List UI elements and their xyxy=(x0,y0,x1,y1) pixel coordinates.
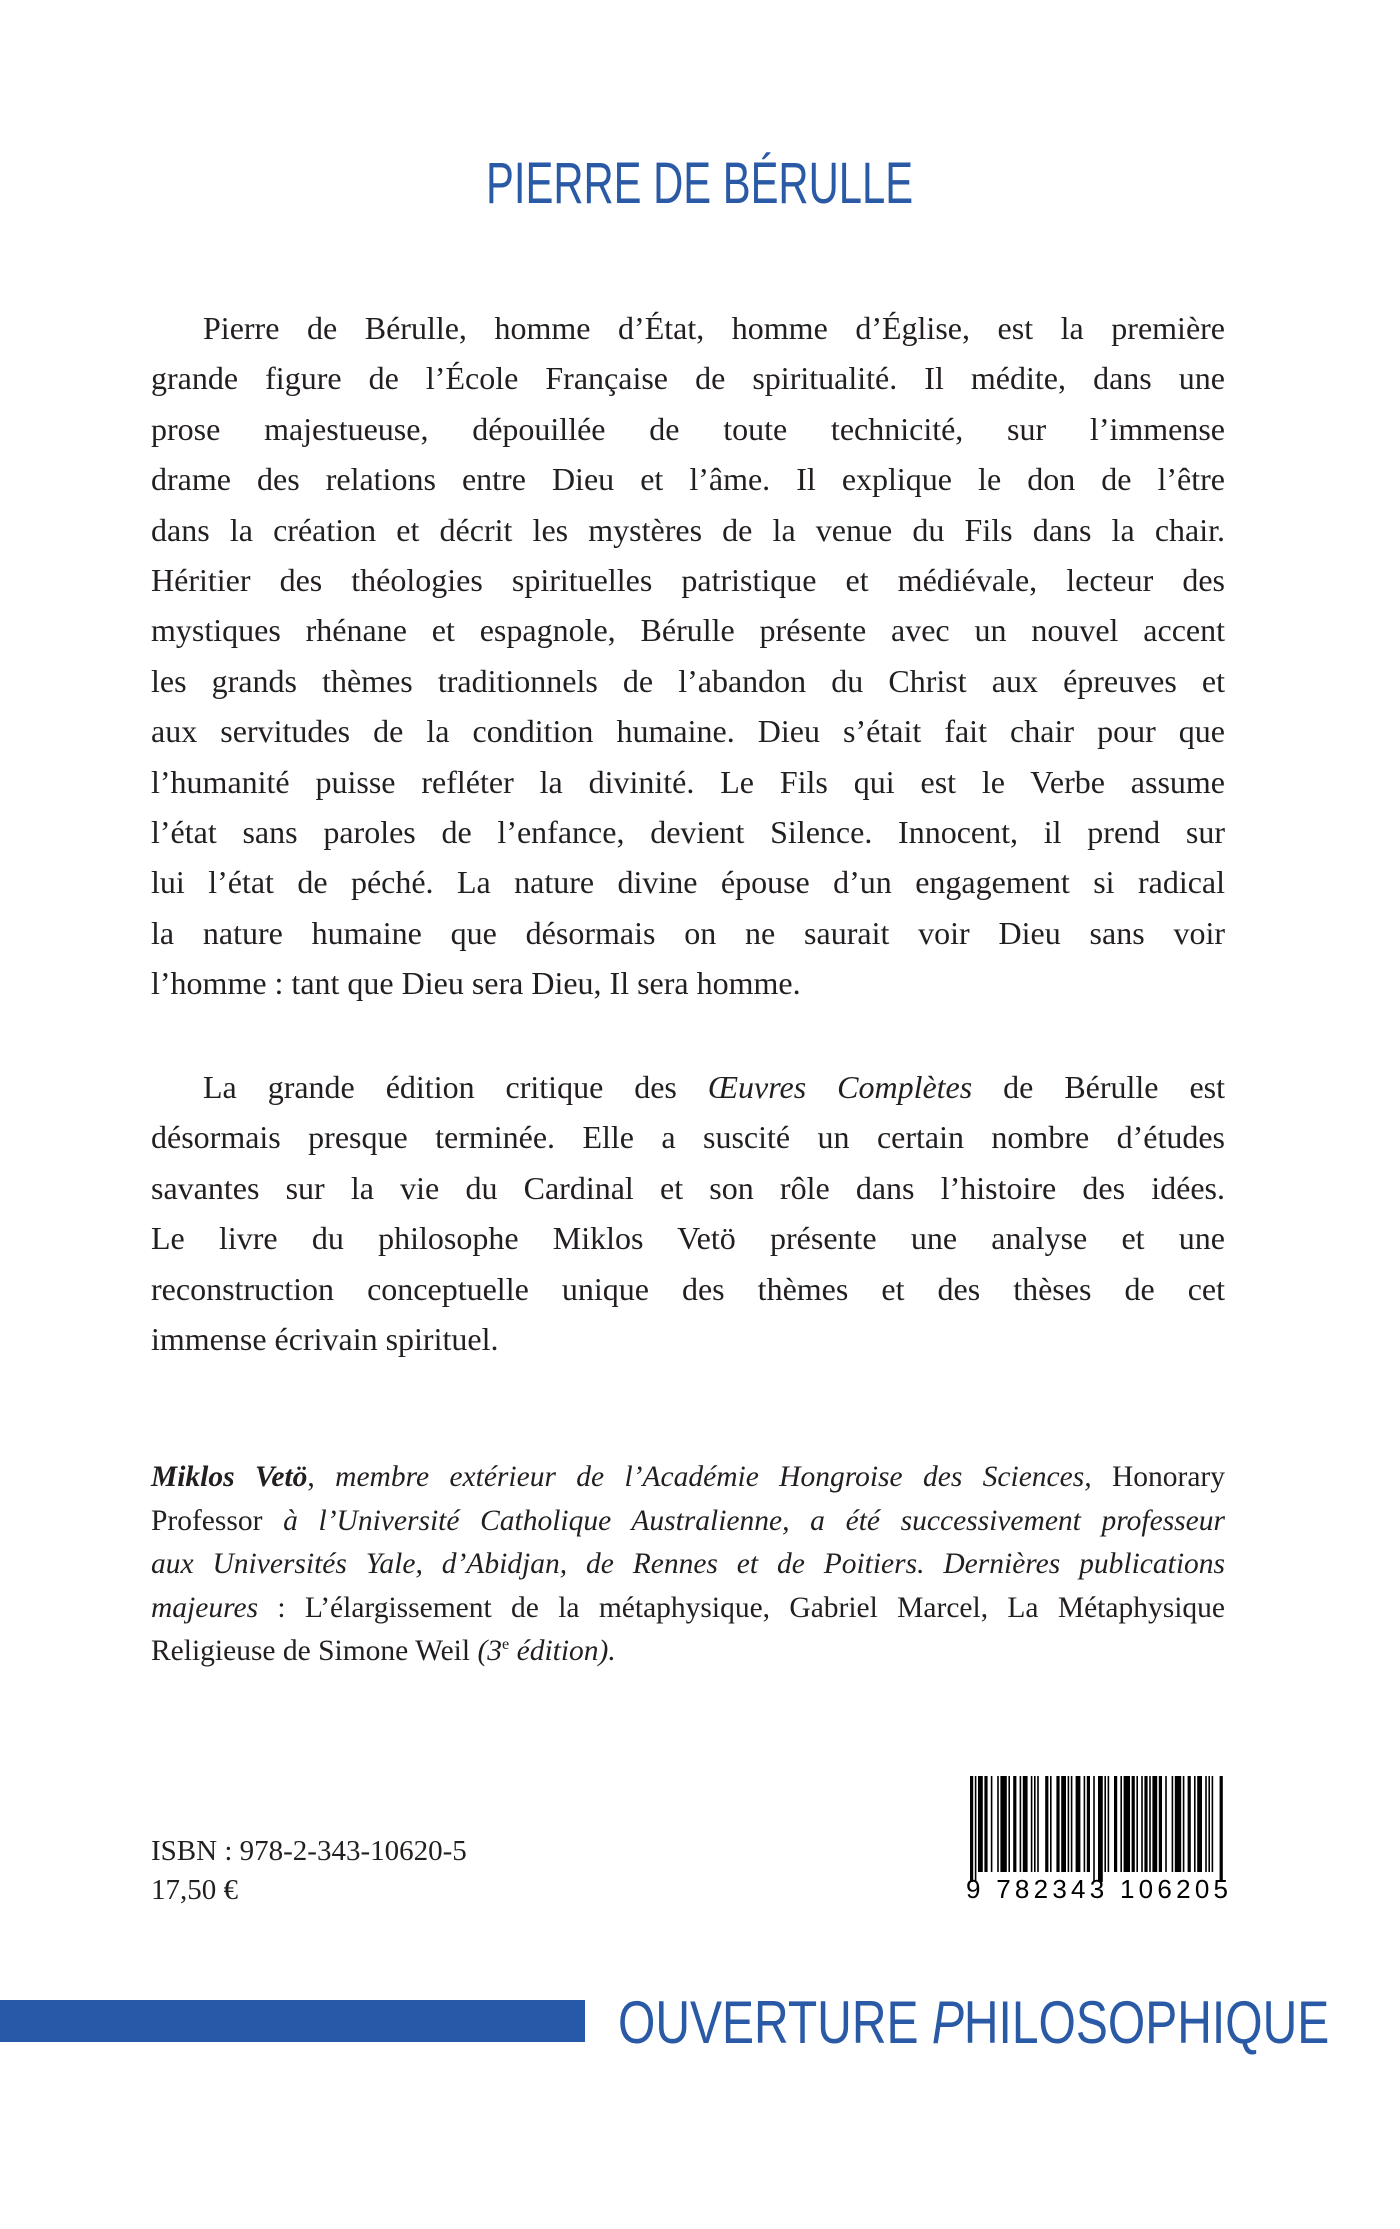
barcode-bar xyxy=(1208,1776,1210,1872)
text-segment: majeures xyxy=(151,1591,259,1624)
barcode-bar xyxy=(1037,1776,1039,1872)
barcode-bar xyxy=(1076,1776,1081,1872)
barcode-bar xyxy=(1008,1776,1010,1872)
barcode-digits: 9 782343 106205 xyxy=(966,1874,1228,1902)
barcode-bar xyxy=(1098,1776,1103,1882)
text-segment: , xyxy=(307,1461,336,1493)
text-line xyxy=(151,1062,1225,1112)
text-line: la nature humaine que désormais on ne saurait voir Dieu sans voir xyxy=(151,914,1225,951)
series-name: OUVERTURE PHILOSOPHIQUE xyxy=(618,1989,1330,2056)
text-segment: Le livre du philosophe Miklos Vetö présente une analyse et une xyxy=(151,1220,1225,1257)
text-segment: Professor xyxy=(151,1504,284,1537)
barcode-bar xyxy=(1165,1776,1167,1872)
barcode-bar xyxy=(1050,1776,1052,1872)
text-segment: édition). xyxy=(509,1635,616,1668)
barcode-bar xyxy=(1108,1776,1110,1872)
text-segment: aux Universités Yale, d’Abidjan, de Rennes et de Poitiers. Dernières publications xyxy=(151,1548,1225,1581)
text-line: drame des relations entre Dieu et l’âme. Il explique le don de l’être xyxy=(151,461,1225,498)
text-line: Héritier des théologies spirituelles patristique et médiévale, lecteur des xyxy=(151,562,1225,599)
text-line: aux servitudes de la condition humaine. Dieu s’était fait chair pour que xyxy=(151,713,1225,750)
text-segment: : L’élargissement de la métaphysique, Gabriel Marcel, La Métaphysique xyxy=(258,1591,1225,1624)
barcode-bar xyxy=(1152,1776,1157,1872)
price: 17,50 € xyxy=(151,1874,238,1906)
barcode-bar xyxy=(978,1776,983,1872)
text-line: l’humanité puisse refléter la divinité. Le Fils qui est le Verbe assume xyxy=(151,763,1225,800)
barcode-bar xyxy=(997,1776,999,1872)
text-line: l’homme : tant que Dieu sera Dieu, Il sera homme. xyxy=(151,965,801,1002)
barcode-bar xyxy=(1149,1776,1151,1872)
book-title: PIERRE DE BÉRULLE xyxy=(486,151,914,216)
text-line: grande figure de l’École Française de spiritualité. Il médite, dans une xyxy=(151,360,1225,397)
text-segment: désormais presque terminée. Elle a suscité un certain nombre d’études xyxy=(151,1119,1225,1156)
text-line xyxy=(151,1314,1225,1364)
text-segment: de Bérulle est xyxy=(972,1069,1226,1105)
barcode-bar xyxy=(1093,1776,1095,1882)
text-line xyxy=(151,1264,1225,1314)
barcode-bar xyxy=(1020,1776,1022,1872)
barcode-bar xyxy=(1220,1776,1223,1882)
text-segment: immense écrivain spirituel. xyxy=(151,1321,499,1358)
text-segment: Miklos Vetö xyxy=(151,1461,308,1493)
text-line: mystiques rhénane et espagnole, Bérulle présente avec un nouvel accent xyxy=(151,612,1225,649)
text-line xyxy=(151,1112,1225,1162)
barcode-bar xyxy=(1159,1776,1162,1872)
barcode xyxy=(962,1772,1232,1902)
barcode-bar xyxy=(1205,1776,1207,1872)
text-segment: Œuvres Complètes xyxy=(707,1069,973,1105)
text-segment: La grande édition critique des xyxy=(203,1069,708,1105)
barcode-bar xyxy=(1034,1776,1036,1872)
barcode-bar xyxy=(1056,1776,1059,1872)
barcode-bar xyxy=(1045,1776,1048,1872)
barcode-bar xyxy=(1172,1776,1174,1872)
barcode-bar xyxy=(1114,1776,1117,1872)
description-paragraph-1 xyxy=(151,303,1225,1009)
barcode-bar xyxy=(1144,1776,1147,1872)
barcode-bar xyxy=(991,1776,993,1872)
barcode-bar xyxy=(1197,1776,1202,1872)
barcode-bar xyxy=(1188,1776,1191,1872)
text-line xyxy=(151,1587,1225,1631)
barcode-bar xyxy=(1132,1776,1135,1872)
text-segment: e xyxy=(502,1635,510,1654)
barcode-bar xyxy=(975,1776,977,1882)
barcode-bar xyxy=(1136,1776,1138,1872)
barcode-bar xyxy=(1000,1776,1006,1872)
barcode-bar xyxy=(1141,1776,1143,1872)
barcode-bar xyxy=(970,1776,973,1882)
text-segment: savantes sur la vie du Cardinal et son rôle dans l’histoire des idées. xyxy=(151,1169,1225,1206)
barcode-bar xyxy=(1120,1776,1122,1872)
text-line xyxy=(151,1213,1225,1263)
barcode-bar xyxy=(1212,1776,1214,1872)
text-segment: Honorary xyxy=(1091,1461,1225,1493)
text-line: dans la création et décrit les mystères de la venue du Fils dans la chair. xyxy=(151,511,1225,548)
barcode-bar xyxy=(1068,1776,1070,1872)
barcode-bar xyxy=(1194,1776,1196,1872)
text-line xyxy=(151,1500,1225,1544)
text-line xyxy=(151,1456,1225,1500)
text-line: Pierre de Bérulle, homme d’État, homme d’Église, est la première xyxy=(203,310,1225,346)
isbn: ISBN : 978-2-343-10620-5 xyxy=(151,1835,467,1867)
text-line xyxy=(151,1543,1225,1587)
barcode-bar xyxy=(1087,1776,1090,1872)
barcode-bar xyxy=(1023,1776,1028,1872)
text-line: les grands thèmes traditionnels de l’abandon du Christ aux épreuves et xyxy=(151,662,1225,699)
barcode-bar xyxy=(1071,1776,1073,1872)
text-line xyxy=(151,1630,1225,1674)
text-segment: (3 xyxy=(477,1635,503,1668)
barcode-bar xyxy=(1104,1776,1106,1872)
barcode-bar xyxy=(1013,1776,1016,1872)
text-segment: membre extérieur de l’Académie Hongroise des Sciences, xyxy=(335,1461,1092,1493)
text-segment: Religieuse de Simone Weil xyxy=(151,1635,478,1668)
barcode-bar xyxy=(984,1776,987,1872)
barcode-bar xyxy=(1084,1776,1086,1872)
text-line: prose majestueuse, dépouillée de toute technicité, sur l’immense xyxy=(151,410,1225,447)
description-paragraph-2 xyxy=(151,1062,1225,1364)
text-line: lui l’état de péché. La nature divine épouse d’un engagement si radical xyxy=(151,864,1225,901)
barcode-bar xyxy=(1124,1776,1130,1872)
text-line xyxy=(151,1163,1225,1213)
barcode-bar xyxy=(1183,1776,1185,1872)
barcode-bar xyxy=(1031,1776,1033,1872)
text-line: l’état sans paroles de l’enfance, devient Silence. Innocent, il prend sur xyxy=(151,814,1225,851)
text-segment: à l’Université Catholique Australienne, a été successivement professeur xyxy=(283,1504,1225,1537)
text-segment: reconstruction conceptuelle unique des thèmes et des thèses de cet xyxy=(151,1270,1225,1307)
author-bio xyxy=(151,1456,1225,1674)
barcode-bar xyxy=(1061,1776,1066,1872)
barcode-bar xyxy=(1175,1776,1181,1872)
series-color-bar xyxy=(0,2000,585,2042)
